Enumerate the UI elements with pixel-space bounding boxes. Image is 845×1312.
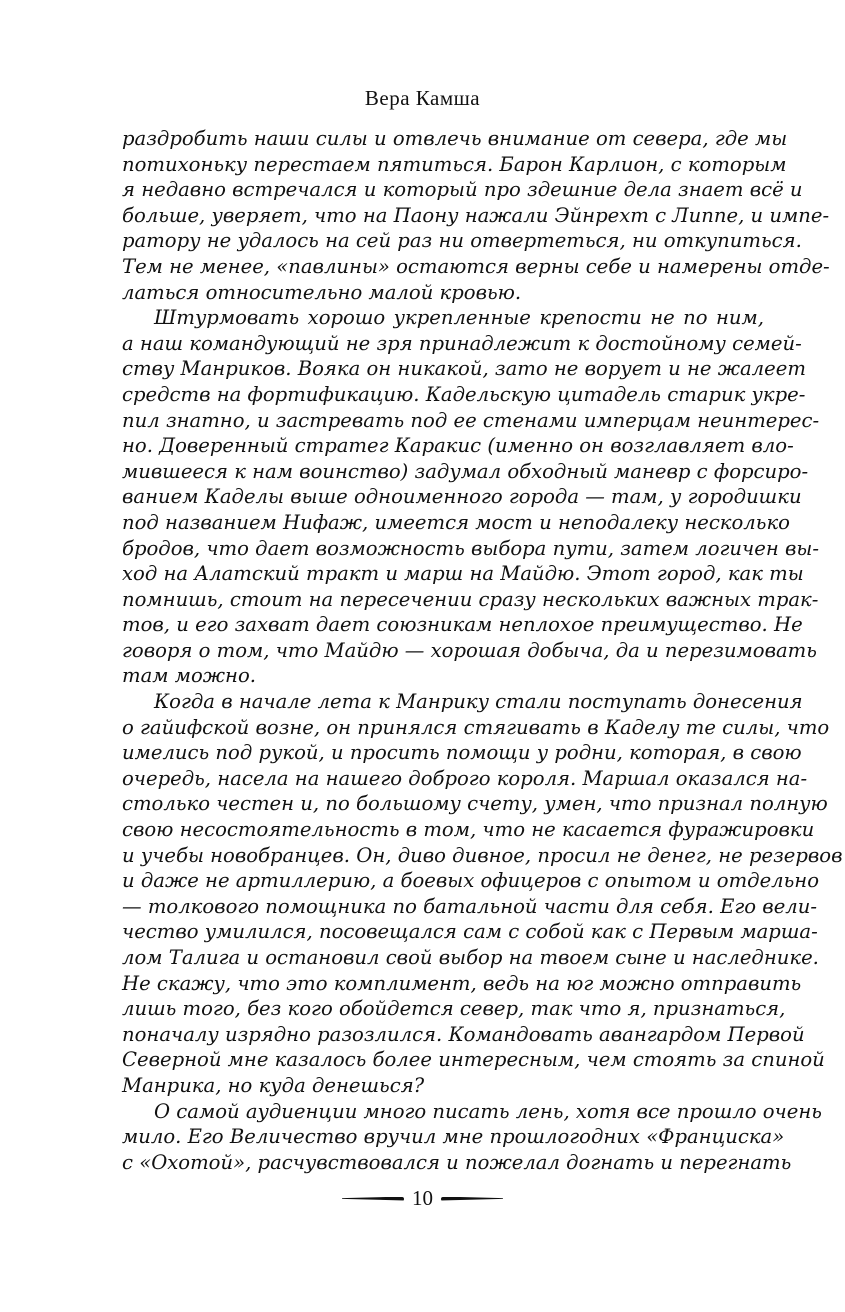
text-line: ратору не удалось на сей раз ни отвертеться, ни откупиться. <box>122 229 802 253</box>
text-line: бродов, что дает возможность выбора пути, затем логичен вы- <box>122 536 819 560</box>
text-line: имелись под рукой, и просить помощи у родни, которая, в свою <box>122 741 802 765</box>
text-line: ству Манриков. Вояка он никакой, зато не ворует и не жалеет <box>122 357 806 381</box>
text-line: средств на фортификацию. Кадельскую цитадель старик укре- <box>122 382 806 406</box>
text-line: и учебы новобранцев. Он, диво дивное, просил не денег, не резервов <box>122 843 843 867</box>
text-line: и даже не артиллерию, а боевых офицеров с опытом и отдельно <box>122 869 820 893</box>
text-line: Не скажу, что это комплимент, ведь на юг можно отправить <box>122 971 802 995</box>
text-line: о гайифской возне, он принялся стягивать в Каделу те силы, что <box>122 715 830 739</box>
text-line: ход на Алатский тракт и марш на Майдю. Этот город, как ты <box>122 562 804 586</box>
text-line: пил знатно, и застревать под ее стенами имперцам неинтерес- <box>122 408 820 432</box>
text-line: чество умилился, посовещался сам с собой как с Первым марша- <box>122 920 818 944</box>
text-line: Штурмовать хорошо укрепленные крепости не по ним, <box>154 306 764 330</box>
text-line: О самой аудиенции много писать лень, хотя все прошло очень <box>154 1099 822 1123</box>
text-line: Манрика, но куда денешься? <box>122 1073 425 1097</box>
folio-rule-left <box>342 1196 404 1202</box>
text-line: помнишь, стоит на пересечении сразу нескольких важных трак- <box>122 587 819 611</box>
text-line: — толкового помощника по батальной части для себя. Его вели- <box>122 894 818 918</box>
text-line: с «Охотой», расчувствовался и пожелал догнать и перегнать <box>122 1150 792 1174</box>
text-line: потихоньку перестаем пятиться. Барон Карлион, с которым <box>122 152 787 176</box>
text-line: свою несостоятельность в том, что не касается фуражировки <box>122 818 815 842</box>
page-number: 10 <box>412 1186 433 1210</box>
text-line: говоря о том, что Майдю — хорошая добыча, да и перезимовать <box>122 638 817 662</box>
text-line: Тем не менее, «павлины» остаются верны себе и намерены отде- <box>122 254 830 278</box>
text-line: столько честен и, по большому счету, умен, что признал полную <box>122 792 828 816</box>
text-line: тов, и его захват дает союзникам неплохое преимущество. Не <box>122 613 803 637</box>
text-line: Когда в начале лета к Манрику стали поступать донесения <box>154 690 803 714</box>
text-line: но. Доверенный стратег Каракис (именно он возглавляет вло- <box>122 434 794 458</box>
text-line: поначалу изрядно разозлился. Командовать авангардом Первой <box>122 1022 805 1046</box>
text-line: под названием Нифаж, имеется мост и неподалеку несколько <box>122 510 790 534</box>
running-head-author: Вера Камша <box>364 86 481 110</box>
body-text <box>122 126 843 1175</box>
text-line: очередь, насела на нашего доброго короля. Маршал оказался на- <box>122 766 808 790</box>
text-line: я недавно встречался и который про здешние дела знает всё и <box>122 178 803 202</box>
text-line: там можно. <box>122 664 256 688</box>
text-line: Северной мне казалось более интересным, чем стоять за спиной <box>122 1048 825 1072</box>
folio-rule-right <box>441 1196 503 1202</box>
text-line: мило. Его Величество вручил мне прошлогодних «Франциска» <box>122 1125 785 1149</box>
text-line: больше, уверяет, что на Паону нажали Эйнрехт с Липпе, и импе- <box>122 203 830 227</box>
text-line: а наш командующий не зря принадлежит к достойному семей- <box>122 331 802 355</box>
text-line: ванием Каделы выше одноименного города — там, у городишки <box>122 485 802 509</box>
text-line: мившееся к нам воинство) задумал обходный маневр с форсиро- <box>122 459 809 483</box>
text-line: лишь того, без кого обойдется север, так что я, признаться, <box>122 997 786 1021</box>
page-folio <box>0 1186 845 1211</box>
text-line: раздробить наши силы и отвлечь внимание от севера, где мы <box>122 127 788 150</box>
text-line: лом Талига и остановил свой выбор на твоем сыне и наследнике. <box>122 946 819 969</box>
text-line: латься относительно малой кровью. <box>122 280 522 304</box>
